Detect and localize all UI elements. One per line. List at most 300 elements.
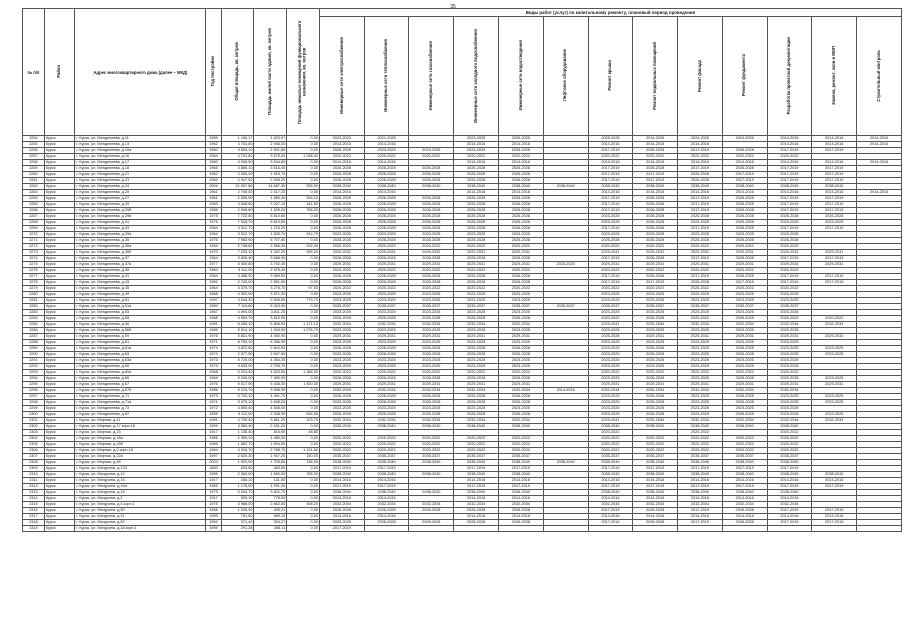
cell-work-period: 2020-2022 [364, 436, 409, 442]
cell-work-period: 2017-2019 [678, 166, 723, 172]
cell-year: 1962 [206, 280, 221, 286]
cell-year: 1959 [206, 412, 221, 418]
cell-work-period: 2014-2016 [499, 190, 544, 196]
cell-work-period: 2029-2031 [633, 262, 678, 268]
cell-nonresidential-area: 1 450,00 [287, 382, 320, 388]
cell-work-period: 2029-2031 [812, 250, 857, 256]
cell-work-period: 2020-2022 [678, 286, 723, 292]
cell-district: Курск [44, 424, 75, 430]
cell-work-period: 2026-2028 [499, 178, 544, 184]
cell-nonresidential-area: 0,00 [287, 256, 320, 262]
cell-district: Курск [44, 454, 75, 460]
cell-total-area: 2 350,10 [221, 436, 254, 442]
cell-work-period: 2026-2028 [319, 412, 364, 418]
cell-year: 1967 [206, 310, 221, 316]
cell-work-period: 2020-2022 [409, 370, 454, 376]
cell-work-period: 2026-2028 [499, 412, 544, 418]
cell-nonresidential-area: 1 131,60 [287, 448, 320, 454]
cell-work-period: 2014-2016 [454, 514, 499, 520]
cell-work-period: 2017-2019 [588, 202, 633, 208]
cell-work-period: 2038-2040 [633, 460, 678, 466]
cell-work-period: 2038-2040 [364, 184, 409, 190]
cell-work-period: 2023-2025 [454, 328, 499, 334]
cell-district: Курск [44, 292, 75, 298]
cell-residential-area: 3 207,10 [254, 202, 287, 208]
cell-work-period: 2035-2037 [454, 304, 499, 310]
cell-work-period: 2026-2028 [409, 346, 454, 352]
cell-work-period: 2014-2016 [722, 478, 767, 484]
cell-work-period: 2023-2025 [454, 310, 499, 316]
header-work-type: Ремонт фундамента [722, 17, 767, 136]
cell-work-period: 2014-2016 [767, 136, 812, 142]
cell-work-period: 2014-2016 [454, 478, 499, 484]
cell-work-period: 2026-2028 [364, 208, 409, 214]
cell-work-period: 2017-2019 [588, 466, 633, 472]
cell-district: Курск [44, 160, 75, 166]
cell-work-period: 2026-2028 [364, 220, 409, 226]
cell-district: Курск [44, 352, 75, 358]
header-work-type: Инженерные сети теплоснабжения [364, 17, 409, 136]
cell-num: 2279 [23, 286, 45, 292]
cell-district: Курск [44, 232, 75, 238]
cell-residential-area: 3 571,30 [254, 292, 287, 298]
cell-work-period [499, 526, 544, 532]
cell-num: 2284 [23, 316, 45, 322]
cell-work-period: 2020-2022 [588, 430, 633, 436]
cell-work-period: 2029-2031 [499, 382, 544, 388]
cell-district: Курск [44, 340, 75, 346]
cell-work-period: 2023-2025 [588, 214, 633, 220]
cell-district: Курск [44, 406, 75, 412]
cell-total-area: 4 795,40 [221, 418, 254, 424]
cell-work-period: 2014-2016 [364, 514, 409, 520]
cell-num: 2285 [23, 322, 45, 328]
cell-work-period: 2038-2040 [454, 490, 499, 496]
cell-work-period: 2023-2025 [364, 328, 409, 334]
cell-work-period: 2026-2028 [722, 346, 767, 352]
cell-residential-area: 2 788,70 [254, 448, 287, 454]
cell-work-period: 2014-2016 [857, 160, 902, 166]
cell-nonresidential-area: 0,00 [287, 484, 320, 490]
cell-work-period: 2026-2028 [633, 256, 678, 262]
cell-work-period: 2014-2016 [678, 496, 723, 502]
cell-address: г. Курск, ул. Менделеева, д.35а [75, 244, 206, 250]
cell-work-period: 2017-2019 [722, 484, 767, 490]
cell-work-period: 2014-2016 [454, 190, 499, 196]
cell-address: г. Курск, ул. Менделеева, д.21 [75, 172, 206, 178]
cell-work-period: 2023-2025 [678, 352, 723, 358]
cell-district: Курск [44, 172, 75, 178]
cell-residential-area: 5 323,90 [254, 304, 287, 310]
cell-work-period: 2023-2025 [409, 292, 454, 298]
cell-nonresidential-area: 136,90 [287, 460, 320, 466]
cell-work-period: 2023-2025 [678, 220, 723, 226]
cell-work-period: 2023-2025 [678, 376, 723, 382]
cell-address: г. Курск, ул. Мирная, д.11 [75, 418, 206, 424]
cell-address: г. Курск, ул. Мичурина, д.16а [75, 484, 206, 490]
cell-work-period: 2020-2022 [364, 154, 409, 160]
cell-nonresidential-area: 0,00 [287, 238, 320, 244]
cell-work-period: 2023-2025 [767, 328, 812, 334]
cell-year: 1959 [206, 526, 221, 532]
cell-work-period: 2017-2019 [588, 166, 633, 172]
cell-year: 1960 [206, 160, 221, 166]
cell-work-period: 2023-2025 [722, 292, 767, 298]
cell-work-period: 2023-2025 [319, 232, 364, 238]
cell-nonresidential-area: 0,00 [287, 406, 320, 412]
cell-work-period: 2023-2025 [409, 364, 454, 370]
cell-year: 1971 [206, 340, 221, 346]
cell-year: 1968 [206, 370, 221, 376]
cell-work-period: 2026-2028 [319, 202, 364, 208]
cell-total-area: 3 312,70 [221, 226, 254, 232]
cell-work-period: 2014-2016 [454, 142, 499, 148]
cell-address: г. Курск, ул. Менделеева, д.55 [75, 316, 206, 322]
cell-work-period: 2026-2028 [454, 172, 499, 178]
cell-total-area: 701,60 [221, 514, 254, 520]
cell-work-period: 2026-2028 [499, 172, 544, 178]
cell-num: 2302 [23, 424, 45, 430]
cell-work-period: 2017-2019 [588, 274, 633, 280]
cell-address: г. Курск, ул. Менделеева, д.15а [75, 148, 206, 154]
cell-total-area: 4 015,70 [221, 448, 254, 454]
cell-work-period: 2032-2034 [409, 502, 454, 508]
cell-work-period: 2014-2016 [857, 142, 902, 148]
cell-work-period: 2035-2037 [722, 454, 767, 460]
cell-work-period: 2026-2028 [454, 346, 499, 352]
cell-total-area: 9 017,90 [221, 382, 254, 388]
cell-residential-area: 2 556,30 [254, 244, 287, 250]
header-work-type: Ремонт фасада [678, 17, 723, 136]
cell-work-period: 2014-2016 [767, 160, 812, 166]
cell-work-period: 2026-2028 [499, 214, 544, 220]
cell-work-period: 2029-2031 [767, 382, 812, 388]
cell-work-period: 2017-2019 [588, 256, 633, 262]
cell-work-period: 2032-2034 [499, 418, 544, 424]
cell-work-period: 2020-2022 [633, 244, 678, 250]
cell-work-period: 2020-2022 [588, 370, 633, 376]
cell-year: 1917 [206, 478, 221, 484]
cell-district: Курск [44, 388, 75, 394]
cell-total-area: 5 014,10 [221, 328, 254, 334]
header-work-type: Разработка проектной документации [767, 17, 812, 136]
cell-residential-area: 3 569,50 [254, 274, 287, 280]
cell-work-period: 2038-2040 [588, 460, 633, 466]
cell-work-period: 2014-2016 [812, 478, 857, 484]
cell-work-period: 2023-2025 [767, 358, 812, 364]
cell-residential-area: 1 947,20 [254, 454, 287, 460]
cell-num: 2266 [23, 208, 45, 214]
cell-work-period: 2032-2034 [364, 322, 409, 328]
cell-work-period: 2026-2028 [767, 214, 812, 220]
cell-work-period: 2026-2028 [364, 274, 409, 280]
cell-work-period: 2029-2031 [499, 262, 544, 268]
cell-work-period: 2026-2028 [409, 208, 454, 214]
cell-address: г. Курск, ул. Мичурина, д.133 [75, 466, 206, 472]
cell-work-period: 2020-2022 [499, 442, 544, 448]
cell-work-period: 2026-2028 [588, 238, 633, 244]
cell-work-period: 2038-2040 [722, 184, 767, 190]
cell-work-period: 2017-2019 [588, 520, 633, 526]
cell-total-area: 2 946,80 [221, 208, 254, 214]
cell-nonresidential-area: 0,00 [287, 262, 320, 268]
cell-address: г. Курск, ул. Менделеева, д.33а [75, 232, 206, 238]
cell-residential-area: 2 648,20 [254, 400, 287, 406]
cell-work-period: 2026-2028 [499, 220, 544, 226]
cell-total-area: 5 742,10 [221, 394, 254, 400]
cell-work-period: 2023-2025 [722, 232, 767, 238]
cell-year: 1999 [206, 424, 221, 430]
cell-nonresidential-area: 0,00 [287, 136, 320, 142]
cell-work-period: 2026-2028 [722, 394, 767, 400]
cell-year: 1962 [206, 142, 221, 148]
table-row [23, 526, 902, 532]
cell-work-period: 2026-2028 [633, 166, 678, 172]
table-body [23, 136, 902, 532]
cell-work-period: 2017-2019 [767, 178, 812, 184]
cell-num: 2256 [23, 148, 45, 154]
cell-num: 2272 [23, 244, 45, 250]
cell-work-period: 2026-2028 [499, 256, 544, 262]
cell-num: 2317 [23, 514, 45, 520]
cell-residential-area: 778,50 [254, 496, 287, 502]
cell-work-period: 2038-2040 [409, 490, 454, 496]
cell-num: 2319 [23, 526, 45, 532]
cell-nonresidential-area: 0,00 [287, 166, 320, 172]
cell-num: 2290 [23, 352, 45, 358]
cell-work-period: 2020-2022 [454, 154, 499, 160]
cell-work-period: 2014-2016 [767, 478, 812, 484]
cell-work-period: 2023-2025 [722, 328, 767, 334]
cell-work-period: 2023-2025 [767, 394, 812, 400]
cell-work-period: 2026-2028 [722, 226, 767, 232]
cell-work-period: 2038-2040 [499, 472, 544, 478]
cell-work-period: 2020-2022 [319, 436, 364, 442]
cell-work-period: 2029-2031 [588, 382, 633, 388]
cell-work-period: 2026-2028 [722, 412, 767, 418]
cell-work-period: 2023-2025 [364, 232, 409, 238]
cell-district: Курск [44, 244, 75, 250]
cell-work-period: 2026-2028 [454, 376, 499, 382]
cell-work-period: 2014-2016 [767, 190, 812, 196]
cell-work-period: 2026-2028 [499, 346, 544, 352]
cell-work-period: 2029-2031 [767, 250, 812, 256]
cell-work-period: 2017-2019 [499, 484, 544, 490]
cell-work-period: 2023-2025 [588, 358, 633, 364]
cell-work-period: 2038-2040 [364, 460, 409, 466]
cell-residential-area: 3 811,20 [254, 310, 287, 316]
cell-year: 1968 [206, 292, 221, 298]
cell-residential-area: 3 544,80 [254, 160, 287, 166]
cell-work-period: 2020-2022 [678, 442, 723, 448]
cell-work-period: 2038-2040 [767, 184, 812, 190]
cell-district: Курск [44, 250, 75, 256]
cell-work-period: 2032-2034 [633, 418, 678, 424]
cell-address: г. Курск, ул. Менделеева, д.65 [75, 364, 206, 370]
cell-work-period: 2017-2019 [812, 178, 857, 184]
cell-address: г. Курск, ул. Менделеева, д.35 [75, 238, 206, 244]
cell-address: г. Курск, ул. Менделеева, д.29в [75, 214, 206, 220]
cell-residential-area: 4 354,30 [254, 358, 287, 364]
cell-work-period: 2023-2025 [454, 340, 499, 346]
cell-work-period: 2020-2022 [454, 448, 499, 454]
cell-residential-area: 4 546,00 [254, 406, 287, 412]
cell-address: г. Курск, ул. Мирная, д.17 корп.16 [75, 424, 206, 430]
cell-num: 2267 [23, 214, 45, 220]
cell-work-period: 2017-2019 [767, 148, 812, 154]
cell-address: г. Курск, ул. Менделеева, д.56б [75, 328, 206, 334]
cell-num: 2254 [23, 136, 45, 142]
cell-total-area: 3 375,70 [221, 286, 254, 292]
cell-work-period: 2038-2040 [454, 472, 499, 478]
cell-work-period: 2032-2034 [812, 322, 857, 328]
cell-residential-area: 2 538,20 [254, 178, 287, 184]
cell-work-period: 2017-2019 [633, 172, 678, 178]
cell-num: 2261 [23, 178, 45, 184]
cell-district: Курск [44, 226, 75, 232]
cell-address: г. Курск, ул. Менделеева, д.43 [75, 280, 206, 286]
cell-work-period: 2026-2028 [722, 376, 767, 382]
cell-work-period: 2020-2022 [319, 286, 364, 292]
cell-address: г. Курск, ул. Мичурина, д.4 корп.1 [75, 502, 206, 508]
cell-work-period: 2029-2031 [364, 250, 409, 256]
cell-year: 1965 [206, 484, 221, 490]
cell-total-area: 3 630,90 [221, 364, 254, 370]
cell-work-period: 2023-2025 [588, 412, 633, 418]
cell-work-period: 2014-2016 [767, 496, 812, 502]
cell-residential-area: 14 687,30 [254, 184, 287, 190]
cell-work-period: 2020-2022 [319, 268, 364, 274]
cell-num: 2308 [23, 460, 45, 466]
cell-work-period: 2014-2016 [319, 160, 364, 166]
cell-work-period: 2025-2025 [499, 136, 544, 142]
cell-year: 1964 [206, 274, 221, 280]
cell-work-period: 2023-2025 [364, 340, 409, 346]
cell-work-period: 2029-2031 [409, 262, 454, 268]
cell-work-period: 2023-2025 [633, 340, 678, 346]
cell-work-period: 2029-2031 [499, 334, 544, 340]
cell-address: г. Курск, ул. Мичурина, д.31 [75, 514, 206, 520]
cell-work-period: 2014-2016 [499, 514, 544, 520]
cell-work-period: 2038-2040 [364, 472, 409, 478]
cell-work-period: 2026-2028 [319, 394, 364, 400]
cell-work-period: 2026-2028 [722, 316, 767, 322]
cell-work-period: 2020-2022 [364, 448, 409, 454]
cell-work-period: 2026-2028 [319, 166, 364, 172]
cell-year: 1960 [206, 304, 221, 310]
cell-work-period: 2026-2028 [633, 226, 678, 232]
cell-work-period: 2014-2016 [633, 496, 678, 502]
cell-district: Курск [44, 412, 75, 418]
cell-work-period: 2017-2019 [588, 208, 633, 214]
cell-work-period: 2023-2025 [319, 328, 364, 334]
cell-num: 2292 [23, 364, 45, 370]
cell-work-period: 2024-2026 [722, 136, 767, 142]
cell-work-period: 2017-2019 [633, 484, 678, 490]
cell-work-period: 2020-2022 [722, 244, 767, 250]
cell-residential-area: 2 578,40 [254, 268, 287, 274]
cell-work-period: 2032-2034 [454, 502, 499, 508]
cell-work-period: 2017-2019 [588, 178, 633, 184]
cell-work-period: 2023-2025 [812, 352, 857, 358]
cell-num: 2296 [23, 388, 45, 394]
cell-total-area: 1 136,40 [221, 430, 254, 436]
cell-nonresidential-area: 0,00 [287, 478, 320, 484]
cell-num: 2275 [23, 262, 45, 268]
cell-work-period [454, 526, 499, 532]
cell-work-period: 2038-2040 [454, 184, 499, 190]
cell-nonresidential-area: 0,00 [287, 292, 320, 298]
cell-work-period: 2038-2040 [633, 472, 678, 478]
cell-work-period: 2023-2025 [588, 310, 633, 316]
cell-nonresidential-area: 0,00 [287, 274, 320, 280]
cell-total-area: 1 196,17 [221, 136, 254, 142]
cell-residential-area: 3 815,90 [254, 316, 287, 322]
cell-num: 2305 [23, 442, 45, 448]
cell-work-period: 2038-2040 [678, 184, 723, 190]
cell-work-period: 2026-2028 [409, 274, 454, 280]
cell-work-period: 2038-2040 [633, 424, 678, 430]
cell-year: 1962 [206, 520, 221, 526]
cell-num: 2293 [23, 370, 45, 376]
cell-work-period [857, 526, 902, 532]
cell-work-period: 2020-2022 [588, 316, 633, 322]
cell-work-period: 2029-2031 [454, 382, 499, 388]
cell-work-period: 2023-2025 [319, 406, 364, 412]
cell-nonresidential-area: 306,20 [287, 502, 320, 508]
cell-num: 2298 [23, 400, 45, 406]
cell-nonresidential-area: 192,30 [287, 244, 320, 250]
cell-residential-area: 4 623,60 [254, 370, 287, 376]
cell-address: г. Курск, ул. Менделеева, д.67б [75, 388, 206, 394]
cell-work-period: 2017-2019 [499, 466, 544, 472]
cell-work-period: 2038-2040 [454, 460, 499, 466]
cell-work-period: 2017-2019 [678, 466, 723, 472]
header-work-type: Инженерные сети водоотведения [499, 17, 544, 136]
cell-address: г. Курск, ул. Менделеева, д.63а [75, 358, 206, 364]
cell-nonresidential-area: 0,00 [287, 280, 320, 286]
header-address: Адрес многоквартирного дома (далее – МКД) [75, 9, 206, 136]
cell-work-period: 2014-2016 [319, 190, 364, 196]
cell-total-area: 2 836,90 [221, 196, 254, 202]
cell-work-period: 2023-2025 [678, 328, 723, 334]
cell-work-period: 2022-2023 [319, 136, 364, 142]
cell-residential-area: 2 662,60 [254, 502, 287, 508]
cell-work-period: 2026-2028 [499, 280, 544, 286]
cell-work-period: 2026-2028 [319, 214, 364, 220]
cell-year: 1964 [206, 268, 221, 274]
cell-work-period: 2029-2031 [588, 262, 633, 268]
document-table-container [22, 8, 902, 532]
cell-year: 1961 [206, 196, 221, 202]
cell-district: Курск [44, 394, 75, 400]
cell-work-period: 2017-2019 [767, 484, 812, 490]
cell-num: 2268 [23, 220, 45, 226]
cell-work-period: 2026-2028 [678, 280, 723, 286]
cell-year: 1964 [206, 154, 221, 160]
cell-work-period: 2026-2028 [454, 202, 499, 208]
cell-work-period: 2020-2022 [767, 370, 812, 376]
cell-work-period: 2038-2040 [767, 424, 812, 430]
cell-nonresidential-area: 0,00 [287, 334, 320, 340]
cell-work-period: 2038-2040 [812, 472, 857, 478]
cell-work-period: 2026-2028 [409, 202, 454, 208]
cell-work-period: 2026-2028 [499, 148, 544, 154]
cell-work-period: 2023-2025 [454, 292, 499, 298]
cell-work-period: 2026-2028 [454, 196, 499, 202]
cell-total-area: 3 488,90 [221, 274, 254, 280]
cell-residential-area: 363,80 [254, 466, 287, 472]
